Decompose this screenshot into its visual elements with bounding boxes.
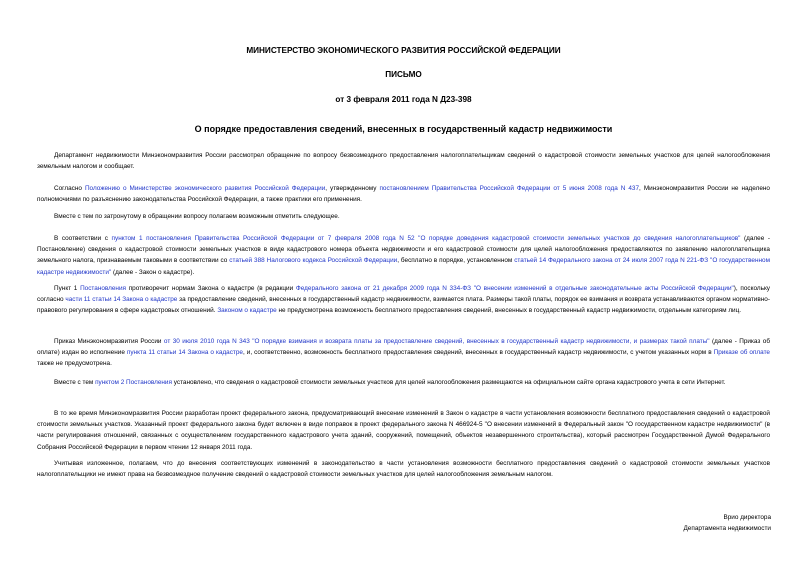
signature-department: Департамента недвижимости <box>683 525 771 532</box>
paragraph-text: Учитывая изложенное, полагаем, что до внесения соответствующих изменений в законодательство в части установления возможности бесплатного предоставления сведений о кадастровой стоимости земельных участков налогоплательщики не имеют права на безвозмездное получение сведений о кадастровой стоимости земельных участков для целей налогообложения земельным налогом. <box>37 460 770 479</box>
document-link[interactable]: пунктом 2 Постановления <box>95 379 172 386</box>
paragraph <box>37 233 770 278</box>
document-link[interactable]: части 11 статьи 14 Закона о кадастре <box>65 296 178 304</box>
document-link[interactable]: постановлением Правительства Российской Федерации от 5 июня 2008 года N 437 <box>379 185 640 192</box>
paragraph-text: также не предусмотрена. <box>37 360 112 368</box>
document-link[interactable]: статьей 14 Федерального закона от 24 июля 2007 года N 221-ФЗ "О государственном кадастре недвижимости" <box>37 257 770 276</box>
paragraph-text: , утвержденному <box>325 185 380 192</box>
paragraph-text: установлено, что сведения о кадастровой стоимости земельных участков для целей налогообложения размещаются на официальном сайте органа кадастрового учета в сети Интернет. <box>171 379 726 386</box>
document-link[interactable]: Положению о Министерстве экономического развития Российской Федерации <box>84 185 326 192</box>
document-link[interactable]: Приказе об оплате <box>713 349 770 357</box>
paragraph-text: Приказ Минэкономразвития России <box>54 338 164 345</box>
document-link[interactable]: пункта 11 статьи 14 Закона о кадастре <box>126 349 243 357</box>
paragraph <box>37 183 770 205</box>
paragraph-text: В то же время Минэкономразвития России разработан проект федерального закона, предусматривающий внесение изменений в Закон о кадастре в части установления возможности бесплатного предоставления сведений о кадастровой стоимости земельных участков. Указанный проект федерального закона будет включен в виде поправок в проект федерального закона N 466924-5 "О внесении изменений в Федеральный закон "О государственном кадастре недвижимости" (в части регулирования отношений, связанных с осуществлением государственного кадастрового учета зданий, сооружений, помещений, объектов незавершенного строительства), который рассмотрен Государственной Думой Федерального Собрания Российской Федерации в первом чтении 12 января 2011 года. <box>37 410 770 451</box>
document-type: ПИСЬМО <box>385 70 422 79</box>
paragraph <box>37 336 770 370</box>
paragraph-text: , и, соответственно, возможность бесплатного предоставления сведений, внесенных в государственный кадастр недвижимости, с учетом указанных норм в <box>242 349 714 357</box>
paragraph-text: противоречит нормам Закона о кадастре (в редакции <box>126 285 296 292</box>
paragraph <box>37 408 770 453</box>
paragraph <box>37 458 770 480</box>
document-link[interactable]: Законом о кадастре <box>217 307 277 315</box>
paragraph <box>37 283 770 317</box>
paragraph <box>37 150 770 172</box>
paragraph-text: ), поскольку согласно <box>37 285 771 304</box>
document-link[interactable]: статьей 388 Налогового кодекса Российской Федерации <box>229 257 398 265</box>
paragraph-text: (далее - Закон о кадастре). <box>111 268 195 276</box>
document-link[interactable]: пунктом 1 постановления Правительства Российской Федерации от 7 февраля 2008 года N 52 "О порядке доведения кадастровой стоимости земельных участков до сведения налогоплательщиков" <box>111 235 741 242</box>
paragraph-text: Департамент недвижимости Минэкономразвития России рассмотрел обращение по вопросу безвозмездного предоставления налогоплательщикам сведений о кадастровой стоимости земельных участков для целей налогообложения земельным налогом и сообщает. <box>37 152 770 171</box>
paragraph-text: Пункт 1 <box>54 285 81 292</box>
document-subject: О порядке предоставления сведений, внесенных в государственный кадастр недвижимости <box>194 124 613 134</box>
document-link[interactable]: Постановления <box>80 285 126 292</box>
paragraph <box>37 377 770 388</box>
paragraph <box>37 211 770 222</box>
paragraph-text: не предусмотрена возможность бесплатного предоставления сведений, внесенных в государственный кадастр недвижимости, отдельным категориям лиц. <box>276 307 742 315</box>
document-link[interactable]: Федерального закона от 21 декабря 2009 года N 334-ФЗ "О внесении изменений в отдельные законодательные акты Российской Федерации" <box>295 285 734 292</box>
paragraph-text: за предоставление сведений, внесенных в государственный кадастр недвижимости, взимается плата. Размеры такой платы, порядок ее взимания и возврата устанавливаются органом нормативно-правового регулирования в сфере кадастровых отношений. <box>37 296 770 315</box>
signature-position: Врио директора <box>723 514 771 521</box>
paragraph-text: , Минэкономразвития России не наделено полномочиями по разъяснению законодательства Российской Федерации, а также практики его применения. <box>37 185 770 204</box>
document-date-number: от 3 февраля 2011 года N Д23-398 <box>335 95 472 104</box>
paragraph-text: (далее - Постановление) сведения о кадастровой стоимости земельных участков в виде кадастрового номера объекта недвижимости и его кадастровой стоимости для целей налогообложения предоставляются по заявлению налогоплательщика земельного налога, признаваемым таковыми в соответствии со <box>37 235 770 265</box>
paragraph-text: Согласно <box>54 185 85 192</box>
paragraph-text: Вместе с тем по затронутому в обращении вопросу полагаем возможным отметить следующее. <box>54 213 340 220</box>
paragraph-text: В соответствии с <box>54 235 112 242</box>
ministry-heading: МИНИСТЕРСТВО ЭКОНОМИЧЕСКОГО РАЗВИТИЯ РОССИЙСКОЙ ФЕДЕРАЦИИ <box>246 46 561 55</box>
paragraph-text: Вместе с тем <box>54 379 96 386</box>
paragraph-text: (далее - Приказ об оплате) издан во исполнение <box>37 338 770 357</box>
document-link[interactable]: от 30 июля 2010 года N 343 "О порядке взимания и возврата платы за предоставление сведений, внесенных в государственный кадастр недвижимости, и размерах такой платы" <box>163 338 710 345</box>
paragraph-text: , бесплатно в порядке, установленном <box>397 257 515 265</box>
